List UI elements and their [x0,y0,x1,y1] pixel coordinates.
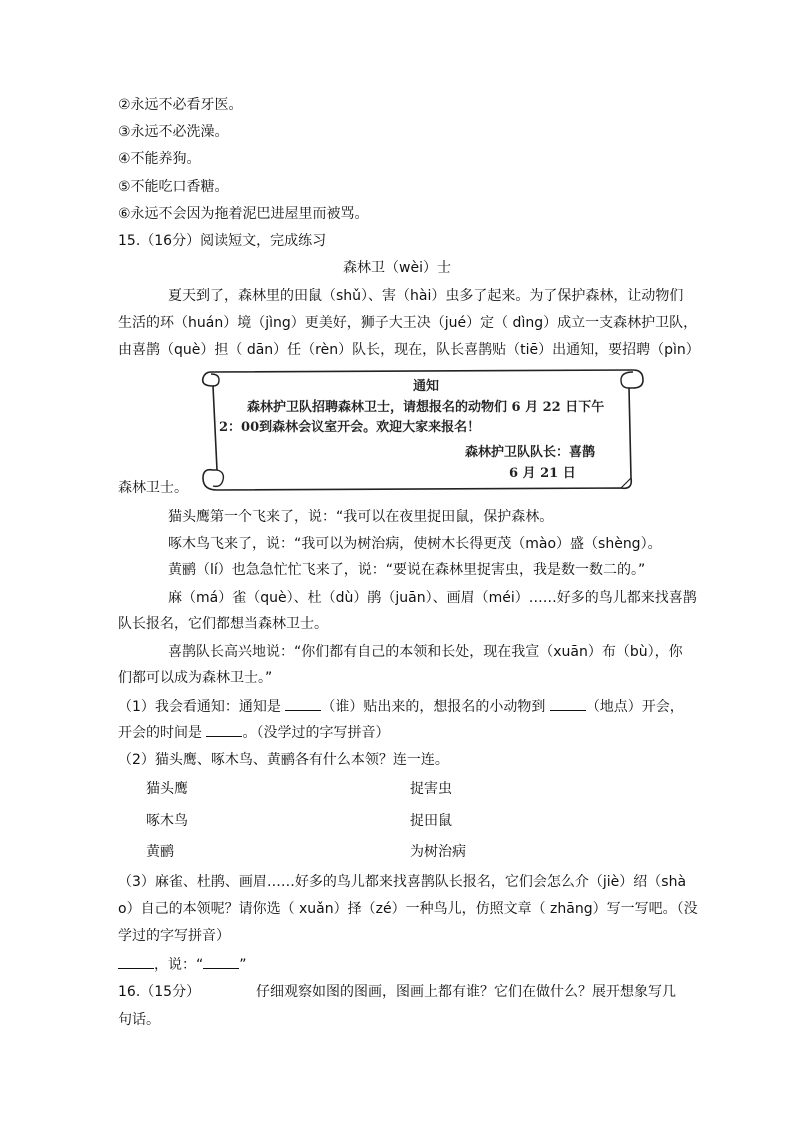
subquestion-2: （2）猫头鹰、啄木鸟、黄鹂各有什么本领？连一连。 [118,752,449,768]
subquestion-1-text-b: （谁）贴出来的，想报名的小动物到 [321,699,550,715]
answer-blank-speech[interactable] [203,954,239,969]
subquestion-3-answer-line [118,954,247,975]
answer-quote-close: ” [239,957,247,973]
option-3: ③永远不必洗澡。 [118,124,229,140]
match-left-item[interactable]: 黄鹂 [146,844,174,860]
option-5: ⑤不能吃口香糖。 [118,179,229,195]
question-16-header: 16.（15分） [118,984,201,1000]
passage-para2: 猫头鹰第一个飞来了，说：“我可以在夜里捉田鼠，保护森林。 [168,509,554,525]
subquestion-1-text-d: 开会的时间是 [118,725,207,741]
passage-para4: 黄鹂（lí）也急急忙忙飞来了，说：“要说在森林里捉害虫，我是数一数二的。” [168,562,646,578]
subquestion-3-line3: 学过的字写拼音） [118,928,230,944]
option-2: ②永远不必看牙医。 [118,97,243,113]
passage-para1-line2: 生活的环（huán）境（jìng）更美好，狮子大王决（jué）定（ dìng）成立一支森林护卫队， [118,315,698,331]
question-16-text-line2: 句话。 [118,1012,160,1028]
option-4: ④不能养狗。 [118,151,201,167]
notice-line1: 森林护卫队招聘森林卫士，请想报名的动物们 6 月 22 日下午 [247,400,605,415]
subquestion-1-text-c: （地点）开会， [585,699,684,715]
match-right-item[interactable]: 捉田鼠 [410,813,452,829]
match-left-item[interactable]: 猫头鹰 [146,781,188,797]
passage-para1-line3: 由喜鹊（què）担（ dān）任（rèn）队长，现在，队长喜鹊贴（tiē）出通知，要招聘（pìn） [118,342,700,358]
answer-blank-place[interactable] [550,696,586,711]
notice-signature: 森林护卫队队长：喜鹊 [465,445,596,460]
passage-para5-line2: 队长报名，它们都想当森林卫士。 [118,616,328,632]
question-16-text-line1: 仔细观察如图的图画，图画上都有谁？它们在做什么？展开想象写几 [256,984,676,1000]
match-right-item[interactable]: 捉害虫 [410,781,452,797]
notice-heading: 通知 [413,379,440,394]
passage-para3: 啄木鸟飞来了，说：“我可以为树治病，使树木长得更茂（mào）盛（shèng）。 [168,536,662,552]
answer-blank-bird[interactable] [118,954,154,969]
notice-scroll [197,366,645,492]
subquestion-1-text-a: （1）我会看通知：通知是 [118,699,286,715]
match-left-item[interactable]: 啄木鸟 [146,813,188,829]
subquestion-3-line1: （3）麻雀、杜鹃、画眉……好多的鸟儿都来找喜鹊队长报名，它们会怎么介（jiè）绍（shà [118,874,687,890]
passage-para5-line1: 麻（má）雀（què）、杜（dù）鹃（juān）、画眉（méi）……好多的鸟儿都来找喜鹊 [168,590,697,606]
passage-para1-line1: 夏天到了，森林里的田鼠（shǔ）、害（hài）虫多了起来。为了保护森林，让动物们 [168,288,684,304]
subquestion-1-line2 [118,722,389,743]
answer-blank-who[interactable] [285,696,321,711]
option-6: ⑥永远不会因为拖着泥巴进屋里而被骂。 [118,206,369,222]
subquestion-1-text-e: 。（没学过的字写拼音） [242,725,390,741]
passage-para6-line1: 喜鹊队长高兴地说：“你们都有自己的本领和长处，现在我宣（xuān）布（bù），你 [168,644,683,660]
notice-line2: 2：00到森林会议室开会。欢迎大家来报名！ [219,420,481,435]
match-right-item[interactable]: 为树治病 [410,844,466,860]
passage-para1-line4: 森林卫士。 [118,480,188,496]
subquestion-1-line1 [118,696,684,717]
answer-blank-time[interactable] [206,722,242,737]
answer-said: ，说：“ [154,957,204,973]
passage-title: 森林卫（wèi）士 [343,260,451,276]
question-15-header: 15.（16分）阅读短文，完成练习 [118,233,327,249]
subquestion-3-line2: o）自己的本领呢？请你选（ xuǎn）择（zé）一种鸟儿，仿照文章（ zhāng）写一写吧。（没 [118,901,698,917]
notice-date: 6 月 21 日 [509,466,576,481]
passage-para6-line2: 们都可以成为森林卫士。” [118,670,273,686]
